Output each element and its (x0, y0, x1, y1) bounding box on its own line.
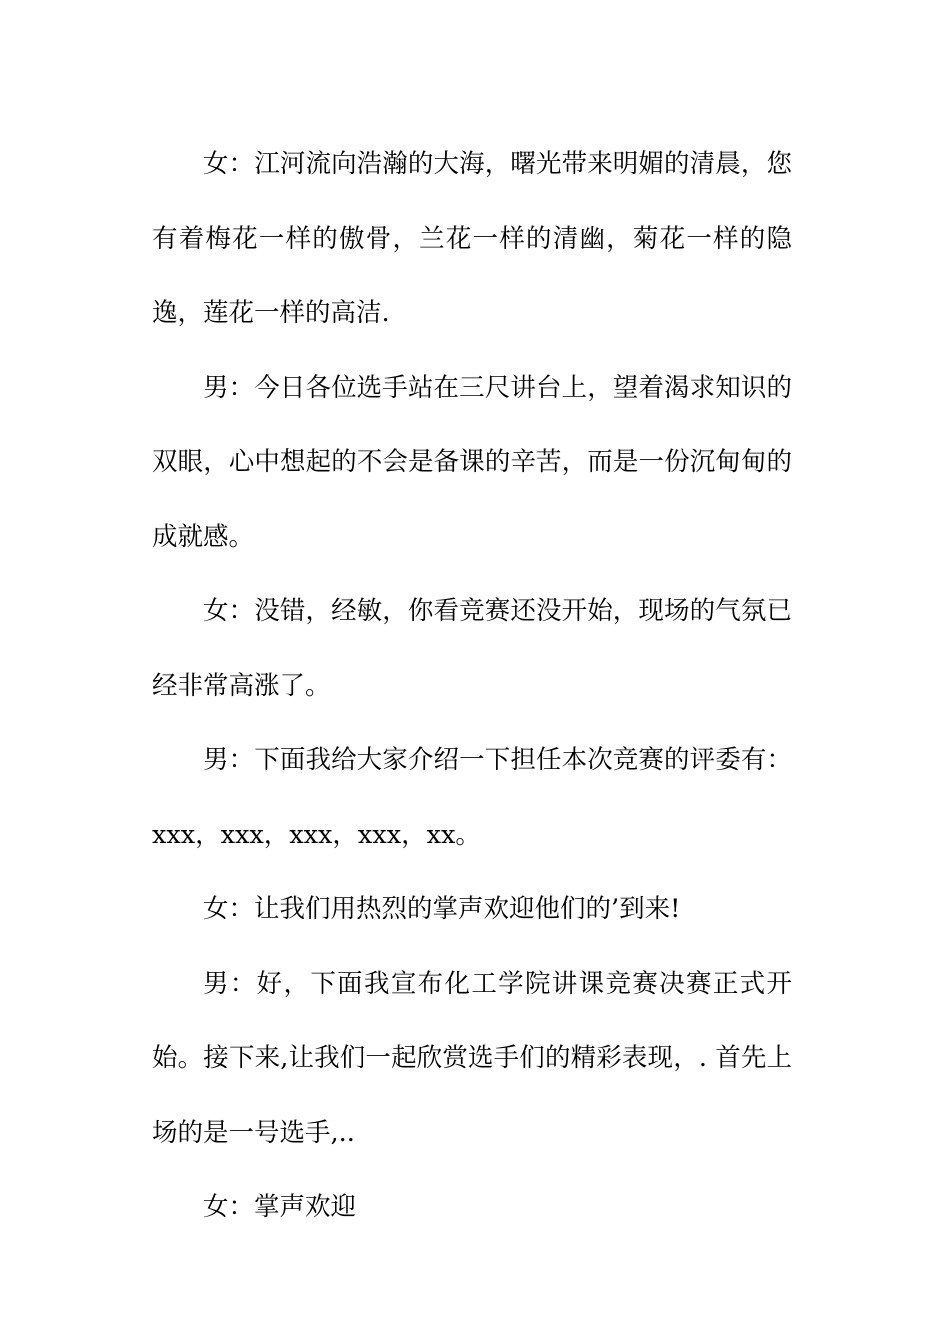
paragraph: 男：今日各位选手站在三尺讲台上，望着渴求知识的双眼，心中想起的不会是备课的辛苦，而是一份沉甸甸的成就感。 (152, 372, 792, 552)
paragraph: 男：下面我给大家介绍一下担任本次竞赛的评委有：xxx，xxx，xxx，xxx，xx。 (152, 745, 792, 850)
document-body (152, 127, 792, 1245)
paragraph: 女：没错，经敏，你看竞赛还没开始，现场的气氛已经非常高涨了。 (152, 596, 792, 701)
paragraph: 女：让我们用热烈的掌声欢迎他们的’到来! (203, 894, 681, 924)
paragraph: 男：好，下面我宣布化工学院讲课竞赛决赛正式开始。接下来,让我们一起欣赏选手们的精彩表现，. 首先上场的是一号选手,.. (152, 968, 792, 1148)
paragraph: 女：掌声欢迎 (203, 1192, 357, 1222)
paragraph: 女：江河流向浩瀚的大海，曙光带来明媚的清晨，您有着梅花一样的傲骨，兰花一样的清幽，菊花一样的隐逸，莲花一样的高洁. (152, 149, 792, 328)
